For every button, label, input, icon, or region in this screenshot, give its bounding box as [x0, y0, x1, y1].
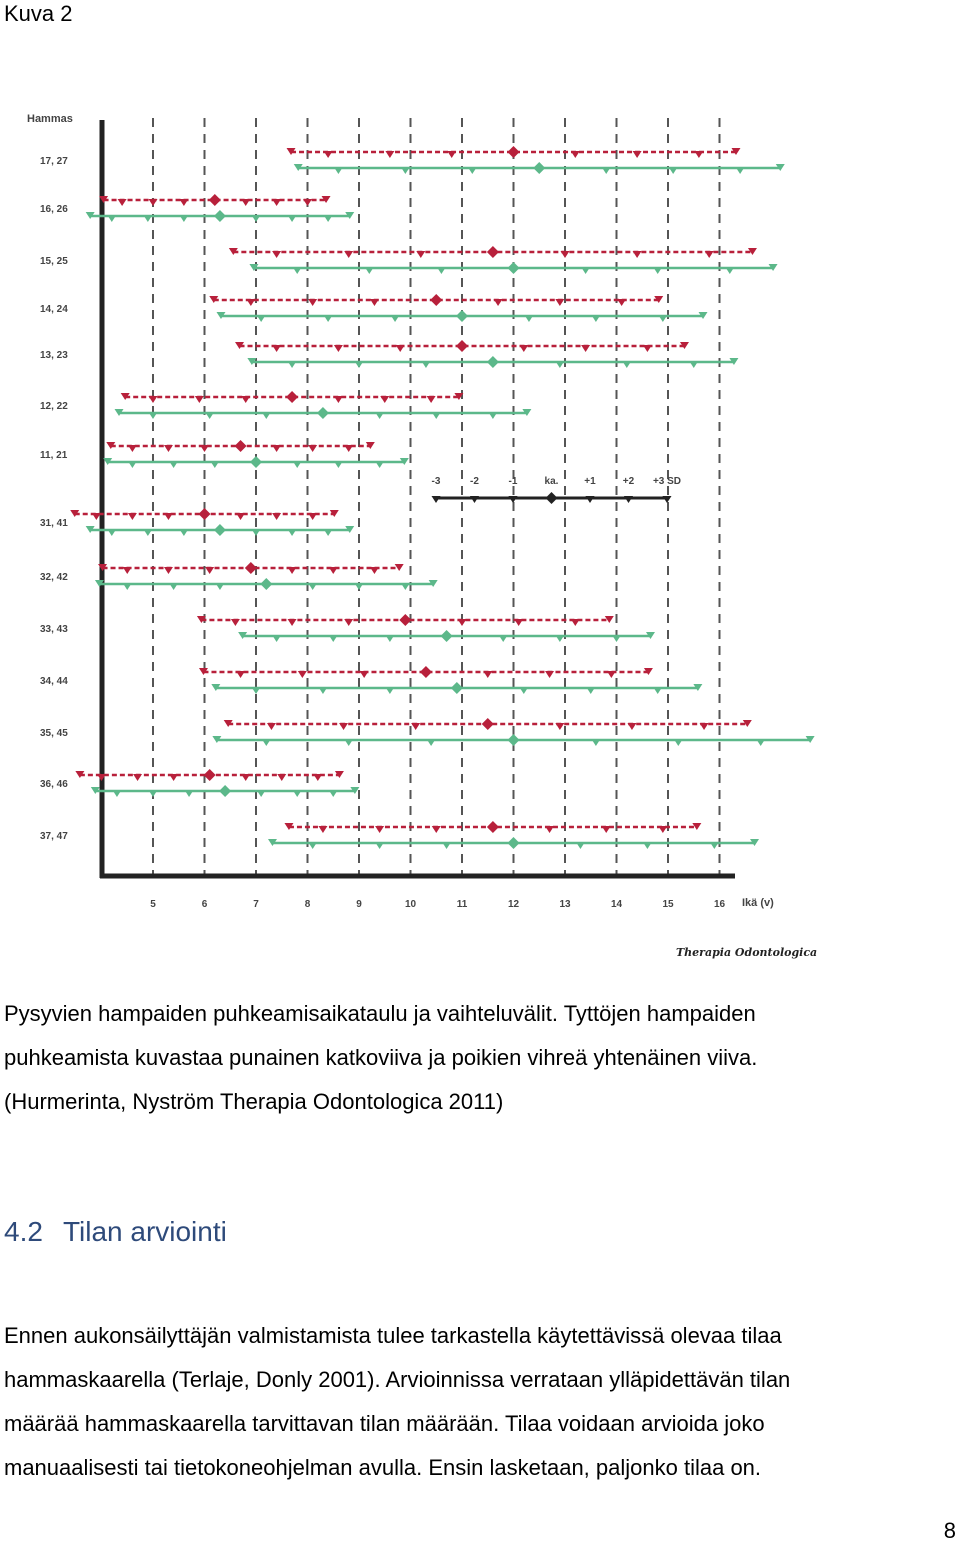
boys-sd-marker	[375, 842, 384, 849]
boys-sd-marker	[107, 529, 116, 536]
boys-sd-marker	[123, 583, 132, 590]
girls-sd-marker	[288, 619, 297, 626]
girls-sd-marker	[385, 151, 394, 158]
girls-sd-marker	[396, 345, 405, 352]
girls-sd-marker	[633, 151, 642, 158]
girls-sd-marker	[236, 671, 245, 678]
boys-sd-marker	[262, 739, 271, 746]
boys-sd-marker	[725, 267, 734, 274]
figure-caption	[4, 992, 944, 1124]
girls-sd-marker	[627, 723, 636, 730]
tooth-label: 13, 23	[40, 350, 68, 361]
section-heading	[4, 1212, 227, 1252]
girls-sd-marker	[164, 513, 173, 520]
tooth-label: 35, 45	[40, 728, 68, 739]
boys-sd-marker	[524, 315, 533, 322]
girls-sd-marker	[288, 567, 297, 574]
boys-mean-marker	[508, 734, 520, 746]
girls-sd-marker	[617, 299, 626, 306]
boys-sd-marker	[576, 842, 585, 849]
boys-mean-marker	[260, 578, 272, 590]
boys-sd-marker	[432, 412, 441, 419]
girls-sd-marker	[272, 345, 281, 352]
boys-sd-marker	[308, 583, 317, 590]
legend-label: -2	[470, 476, 479, 487]
girls-sd-marker	[581, 345, 590, 352]
girls-sd-marker	[329, 567, 338, 574]
girls-sd-marker	[360, 671, 369, 678]
girls-sd-marker	[272, 251, 281, 258]
x-tick-label: 7	[253, 899, 259, 910]
boys-mean-marker	[441, 630, 453, 642]
boys-sd-marker	[179, 215, 188, 222]
girls-sd-marker	[241, 396, 250, 403]
girls-sd-marker	[133, 774, 142, 781]
boys-sd-marker	[391, 315, 400, 322]
legend-label: -3	[431, 476, 441, 487]
girls-sd-marker	[195, 396, 204, 403]
tooth-label: 37, 47	[40, 831, 68, 842]
girls-sd-marker	[308, 445, 317, 452]
boys-sd-marker	[107, 215, 116, 222]
boys-sd-marker	[318, 687, 327, 694]
boys-sd-marker	[519, 687, 528, 694]
girls-mean-marker	[487, 246, 499, 258]
girls-sd-marker	[303, 199, 312, 206]
legend-label: ka.	[544, 476, 559, 487]
girls-sd-marker	[494, 299, 503, 306]
boys-sd-marker	[169, 461, 178, 468]
boys-mean-marker	[214, 524, 226, 536]
girls-sd-marker	[571, 619, 580, 626]
boys-sd-marker	[293, 461, 302, 468]
girls-sd-marker	[272, 513, 281, 520]
boys-mean-marker	[508, 837, 520, 849]
girls-sd-marker	[700, 723, 709, 730]
boys-sd-marker	[591, 739, 600, 746]
section-number: 4.2	[4, 1216, 43, 1247]
girls-sd-marker	[432, 826, 441, 833]
girls-sd-marker	[571, 151, 580, 158]
boys-sd-marker	[385, 687, 394, 694]
girls-sd-marker	[370, 567, 379, 574]
boys-sd-marker	[215, 583, 224, 590]
girls-sd-marker	[318, 826, 327, 833]
girls-sd-marker	[277, 774, 286, 781]
x-tick-label: 16	[713, 899, 726, 910]
girls-sd-marker	[164, 567, 173, 574]
x-axis-title: Ikä (v)	[742, 897, 774, 909]
boys-sd-marker	[143, 529, 152, 536]
boys-sd-marker	[293, 790, 302, 797]
girls-sd-marker	[200, 445, 209, 452]
girls-sd-marker	[169, 774, 178, 781]
girls-sd-marker	[118, 199, 127, 206]
girls-sd-marker	[339, 723, 348, 730]
girls-sd-marker	[458, 619, 467, 626]
boys-sd-marker	[591, 315, 600, 322]
boys-sd-marker	[555, 635, 564, 642]
girls-sd-marker	[607, 671, 616, 678]
boys-sd-marker	[185, 790, 194, 797]
girls-sd-marker	[334, 345, 343, 352]
x-tick-label: 13	[559, 899, 571, 910]
girls-sd-marker	[334, 396, 343, 403]
girls-sd-marker	[519, 345, 528, 352]
boys-sd-marker	[324, 315, 333, 322]
girls-sd-marker	[555, 299, 564, 306]
boys-sd-marker	[252, 215, 261, 222]
x-tick-label: 14	[610, 899, 623, 910]
girls-sd-marker	[241, 199, 250, 206]
boys-sd-marker	[488, 412, 497, 419]
girls-sd-marker	[272, 445, 281, 452]
boys-sd-marker	[375, 412, 384, 419]
paragraph-line: Ennen aukonsäilyttäjän valmistamista tulee tarkastella käytettävissä olevaa tilaa	[4, 1323, 782, 1348]
boys-sd-marker	[329, 790, 338, 797]
girls-sd-marker	[561, 251, 570, 258]
boys-mean-marker	[317, 407, 329, 419]
girls-sd-marker	[545, 671, 554, 678]
girls-sd-marker	[447, 151, 456, 158]
girls-sd-marker	[344, 251, 353, 258]
girls-sd-marker	[205, 567, 214, 574]
boys-sd-marker	[169, 583, 178, 590]
boys-sd-marker	[653, 687, 662, 694]
legend-label: +1	[584, 476, 596, 487]
tooth-label: 34, 44	[40, 676, 68, 687]
boys-sd-marker	[365, 267, 374, 274]
girls-sd-marker	[123, 567, 132, 574]
boys-sd-marker	[334, 461, 343, 468]
boys-sd-marker	[581, 267, 590, 274]
tooth-label: 36, 46	[40, 779, 68, 790]
girls-sd-marker	[97, 774, 106, 781]
boys-sd-marker	[622, 361, 631, 368]
boys-sd-marker	[149, 412, 158, 419]
girls-sd-marker	[272, 199, 281, 206]
credit-text: Therapia Odontologica	[676, 946, 818, 959]
caption-line: (Hurmerinta, Nyström Therapia Odontologica 2011)	[4, 1089, 504, 1114]
boys-mean-marker	[508, 262, 520, 274]
boys-sd-marker	[653, 267, 662, 274]
girls-sd-marker	[344, 619, 353, 626]
x-tick-label: 9	[356, 899, 362, 910]
girls-mean-marker	[456, 340, 468, 352]
girls-sd-marker	[514, 619, 523, 626]
girls-sd-marker	[658, 826, 667, 833]
girls-sd-marker	[298, 671, 307, 678]
girls-sd-marker	[241, 774, 250, 781]
boys-sd-marker	[586, 687, 595, 694]
girls-mean-marker	[235, 440, 247, 452]
tooth-label: 32, 42	[40, 572, 68, 583]
girls-sd-marker	[633, 251, 642, 258]
y-axis-title: Hammas	[27, 113, 73, 125]
boys-sd-marker	[252, 529, 261, 536]
caption-line: puhkeamista kuvastaa punainen katkoviiva ja poikien vihreä yhtenäinen viiva.	[4, 1045, 758, 1070]
boys-sd-marker	[401, 583, 410, 590]
tooth-eruption-chart	[0, 100, 960, 970]
boys-sd-marker	[555, 361, 564, 368]
boys-sd-marker	[499, 635, 508, 642]
girls-sd-marker	[411, 723, 420, 730]
boys-mean-marker	[456, 310, 468, 322]
boys-sd-marker	[710, 842, 719, 849]
boys-mean-marker	[533, 162, 545, 174]
paragraph-line: manuaalisesti tai tietokoneohjelman avulla. Ensin lasketaan, paljonko tilaa on.	[4, 1455, 762, 1480]
girls-sd-marker	[128, 445, 137, 452]
girls-sd-marker	[324, 151, 333, 158]
tooth-label: 33, 43	[40, 624, 68, 635]
boys-mean-marker	[250, 456, 262, 468]
boys-sd-marker	[329, 635, 338, 642]
tooth-label: 15, 25	[40, 256, 68, 267]
boys-sd-marker	[756, 739, 765, 746]
girls-sd-marker	[694, 151, 703, 158]
legend-label: +2	[622, 476, 635, 487]
girls-sd-marker	[370, 299, 379, 306]
boys-sd-marker	[128, 461, 137, 468]
boys-sd-marker	[669, 167, 678, 174]
boys-sd-marker	[149, 790, 158, 797]
boys-sd-marker	[612, 635, 621, 642]
girls-sd-marker	[149, 396, 158, 403]
boys-sd-marker	[385, 635, 394, 642]
boys-sd-marker	[643, 842, 652, 849]
figure-label: Kuva 2	[4, 1, 73, 26]
boys-sd-marker	[257, 315, 266, 322]
boys-sd-marker	[427, 739, 436, 746]
boys-sd-marker	[468, 167, 477, 174]
girls-sd-marker	[375, 826, 384, 833]
girls-sd-marker	[128, 513, 137, 520]
paragraph-line: hammaskaarella (Terlaje, Donly 2001). Arvioinnissa verrataan ylläpidettävän tilan	[4, 1367, 791, 1392]
girls-sd-marker	[179, 199, 188, 206]
legend-mean-marker	[546, 492, 558, 504]
girls-sd-marker	[483, 671, 492, 678]
girls-sd-marker	[231, 619, 240, 626]
boys-sd-marker	[401, 167, 410, 174]
tooth-label: 14, 24	[40, 304, 68, 315]
boys-sd-marker	[112, 790, 121, 797]
tooth-label: 31, 41	[40, 518, 68, 529]
girls-sd-marker	[308, 299, 317, 306]
boys-sd-marker	[344, 739, 353, 746]
girls-sd-marker	[308, 513, 317, 520]
boys-sd-marker	[324, 529, 333, 536]
girls-sd-marker	[602, 826, 611, 833]
boys-sd-marker	[324, 215, 333, 222]
girls-mean-marker	[420, 666, 432, 678]
x-tick-label: 10	[404, 899, 417, 910]
girls-mean-marker	[508, 146, 520, 158]
boys-sd-marker	[262, 412, 271, 419]
girls-sd-marker	[643, 345, 652, 352]
tooth-label: 16, 26	[40, 204, 68, 215]
boys-sd-marker	[143, 215, 152, 222]
x-tick-label: 11	[456, 899, 468, 910]
boys-sd-marker	[674, 739, 683, 746]
boys-sd-marker	[689, 361, 698, 368]
girls-sd-marker	[267, 723, 276, 730]
boys-sd-marker	[179, 529, 188, 536]
girls-sd-marker	[380, 396, 389, 403]
boys-sd-marker	[308, 842, 317, 849]
legend-label: +3 SD	[652, 476, 682, 487]
boys-sd-marker	[658, 315, 667, 322]
boys-mean-marker	[487, 356, 499, 368]
boys-sd-marker	[288, 361, 297, 368]
girls-sd-marker	[164, 445, 173, 452]
legend-label: -1	[508, 476, 518, 487]
boys-sd-marker	[252, 687, 261, 694]
boys-sd-marker	[442, 842, 451, 849]
girls-sd-marker	[236, 513, 245, 520]
girls-mean-marker	[482, 718, 494, 730]
girls-mean-marker	[286, 391, 298, 403]
girls-sd-marker	[246, 299, 255, 306]
tooth-label: 11, 21	[40, 450, 68, 461]
x-tick-label: 6	[201, 899, 208, 910]
girls-sd-marker	[149, 199, 158, 206]
boys-sd-marker	[375, 461, 384, 468]
boys-sd-marker	[437, 267, 446, 274]
boys-sd-marker	[602, 167, 611, 174]
boys-sd-marker	[272, 635, 281, 642]
girls-sd-marker	[545, 826, 554, 833]
boys-sd-marker	[205, 412, 214, 419]
tooth-label: 12, 22	[40, 401, 68, 412]
girls-mean-marker	[199, 508, 211, 520]
girls-sd-marker	[705, 251, 714, 258]
boys-sd-marker	[288, 215, 297, 222]
girls-mean-marker	[209, 194, 221, 206]
girls-sd-marker	[427, 396, 436, 403]
caption-line: Pysyvien hampaiden puhkeamisaikataulu ja vaihteluvälit. Tyttöjen hampaiden	[4, 1001, 756, 1026]
boys-sd-marker	[210, 461, 219, 468]
tooth-label: 17, 27	[40, 156, 68, 167]
body-paragraph	[4, 1314, 954, 1490]
girls-mean-marker	[430, 294, 442, 306]
girls-sd-marker	[555, 723, 564, 730]
girls-end-marker	[395, 564, 404, 571]
boys-sd-marker	[355, 583, 364, 590]
boys-sd-marker	[257, 790, 266, 797]
boys-mean-marker	[214, 210, 226, 222]
girls-sd-marker	[313, 774, 322, 781]
boys-mean-marker	[219, 785, 231, 797]
x-tick-label: 5	[150, 899, 156, 910]
girls-sd-marker	[416, 251, 425, 258]
boys-sd-marker	[355, 361, 364, 368]
x-tick-label: 8	[304, 899, 311, 910]
boys-sd-marker	[421, 361, 430, 368]
boys-sd-marker	[288, 529, 297, 536]
x-tick-label: 12	[507, 899, 520, 910]
paragraph-line: määrää hammaskaarella tarvittavan tilan määrään. Tilaa voidaan arvioida joko	[4, 1411, 765, 1436]
boys-sd-marker	[334, 167, 343, 174]
section-title: Tilan arviointi	[62, 1216, 227, 1247]
page-number: 8	[943, 1518, 956, 1543]
girls-sd-marker	[344, 445, 353, 452]
girls-mean-marker	[487, 821, 499, 833]
boys-sd-marker	[736, 167, 745, 174]
x-tick-label: 15	[662, 899, 674, 910]
boys-sd-marker	[293, 267, 302, 274]
